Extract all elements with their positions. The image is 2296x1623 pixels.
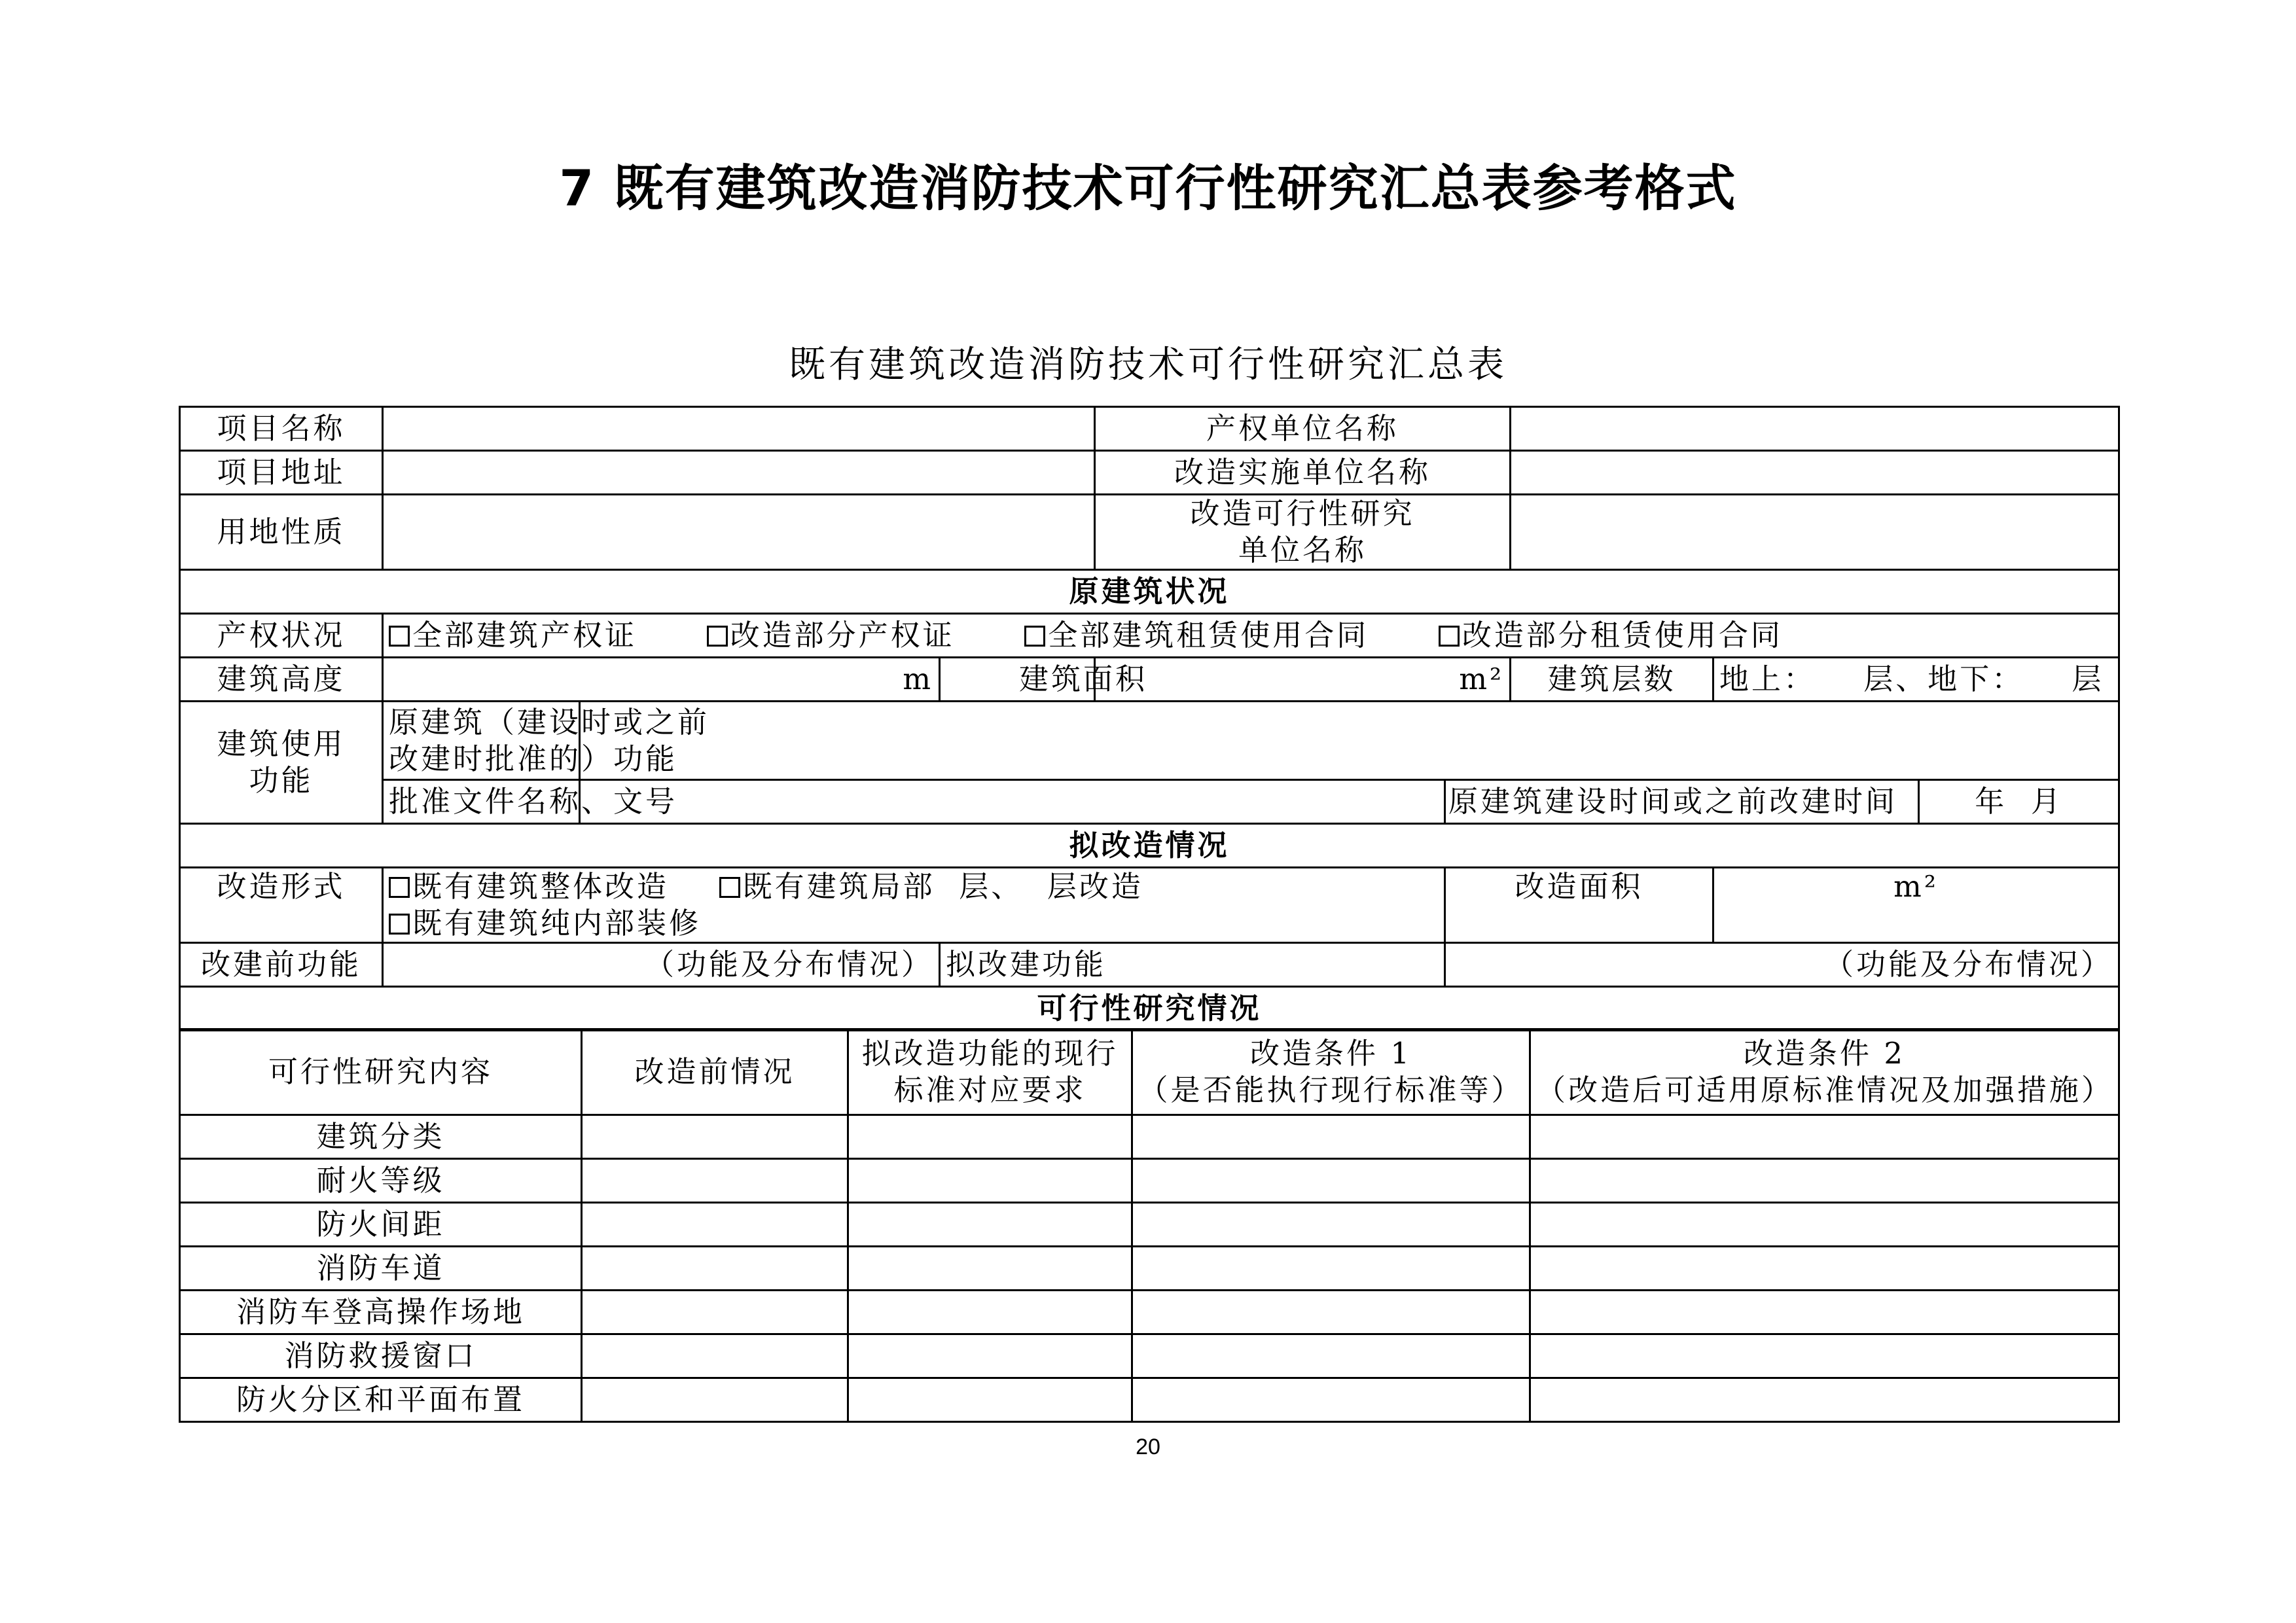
- table-cell[interactable]: [1132, 1203, 1530, 1247]
- col-header-standard: [848, 1029, 1132, 1115]
- approval-doc-label: 批准文件名称、文号: [383, 780, 580, 824]
- original-function-label: [383, 702, 710, 780]
- row-label: 耐火等级: [180, 1159, 582, 1203]
- height-unit: m: [903, 662, 933, 696]
- col-header-standard-line2: 标准对应要求: [893, 1073, 1086, 1107]
- table-cell[interactable]: [1132, 1159, 1530, 1203]
- table-cell[interactable]: [848, 1159, 1132, 1203]
- reno-area-field[interactable]: [1713, 868, 2119, 943]
- ownership-option-4[interactable]: [1439, 618, 1783, 652]
- checkbox-icon[interactable]: [389, 626, 410, 647]
- row-label: 防火分区和平面布置: [180, 1378, 582, 1422]
- checkbox-icon[interactable]: [1439, 626, 1460, 647]
- ownership-label: 产权状况: [180, 614, 383, 658]
- ownership-options: [383, 614, 2119, 658]
- row-label: 防火间距: [180, 1203, 582, 1247]
- page-number: 20: [1136, 1435, 1160, 1459]
- project-address-field[interactable]: [383, 451, 1095, 495]
- col-header-before-line1: 改造前情况: [634, 1054, 795, 1089]
- use-label: [180, 702, 383, 824]
- table-cell[interactable]: [1530, 1115, 2119, 1159]
- col-header-condition2-line1: 改造条件 2: [1744, 1036, 1905, 1071]
- form-option-1-label: 既有建筑整体改造: [412, 869, 670, 904]
- table-row: [180, 1115, 2119, 1159]
- section-feasibility-heading: 可行性研究情况: [180, 987, 2119, 1031]
- table-cell[interactable]: [848, 1115, 1132, 1159]
- table-row: [180, 1159, 2119, 1203]
- pre-function-field[interactable]: [383, 943, 940, 987]
- table-cell[interactable]: [1530, 1334, 2119, 1378]
- section-original-heading: 原建筑状况: [180, 570, 2119, 614]
- form-label: 改造形式: [180, 868, 383, 943]
- form-option-1[interactable]: [389, 869, 669, 904]
- ownership-option-3[interactable]: [1024, 618, 1369, 652]
- table-cell[interactable]: [848, 1203, 1132, 1247]
- reno-area-label: 改造面积: [1445, 868, 1713, 943]
- table-row: [180, 1334, 2119, 1378]
- table-cell[interactable]: [1132, 1378, 1530, 1422]
- area-unit: m²: [1459, 662, 1505, 696]
- ownership-option-2-label: 改造部分产权证: [730, 618, 955, 652]
- row-label: 消防救援窗口: [180, 1334, 582, 1378]
- original-function-label-line1: 原建筑（建设时或之前: [389, 704, 710, 740]
- use-label-line2: 功能: [249, 763, 314, 798]
- feasibility-unit-label-line2: 单位名称: [1238, 533, 1367, 567]
- page-title: 7 既有建筑改造消防技术可行性研究汇总表参考格式: [559, 159, 1737, 217]
- table-cell[interactable]: [1530, 1203, 2119, 1247]
- feasibility-unit-label-line1: 改造可行性研究: [1190, 496, 1415, 531]
- form-option-3[interactable]: [389, 906, 701, 940]
- pre-function-label: 改建前功能: [180, 943, 383, 987]
- area-field[interactable]: [1095, 658, 1511, 702]
- form-option-3-label: 既有建筑纯内部装修: [412, 906, 702, 940]
- reno-area-unit: m²: [1893, 869, 1939, 904]
- ownership-option-3-label: 全部建筑租赁使用合同: [1048, 618, 1369, 652]
- project-name-label: 项目名称: [180, 407, 383, 451]
- col-header-content-line1: 可行性研究内容: [268, 1054, 493, 1089]
- table-row: [180, 1378, 2119, 1422]
- checkbox-icon[interactable]: [389, 914, 410, 935]
- table-row: [180, 1291, 2119, 1334]
- table-cell[interactable]: [848, 1334, 1132, 1378]
- table-cell[interactable]: [1530, 1247, 2119, 1291]
- row-label: 消防车登高操作场地: [180, 1291, 582, 1334]
- table-cell[interactable]: [582, 1378, 848, 1422]
- pre-function-note: （功能及分布情况）: [644, 947, 933, 982]
- planned-function-label: 拟改建功能: [940, 943, 1445, 987]
- checkbox-icon[interactable]: [707, 626, 728, 647]
- project-name-field[interactable]: [383, 407, 1095, 451]
- land-nature-field[interactable]: [383, 495, 1095, 570]
- height-label: 建筑高度: [180, 658, 383, 702]
- table-cell[interactable]: [1132, 1334, 1530, 1378]
- ownership-option-1[interactable]: [389, 618, 637, 652]
- col-header-condition1: [1132, 1029, 1530, 1115]
- table-cell[interactable]: [1530, 1378, 2119, 1422]
- ownership-option-2[interactable]: [707, 618, 955, 652]
- project-address-label: 项目地址: [180, 451, 383, 495]
- col-header-condition1-line2: （是否能执行现行标准等）: [1138, 1073, 1524, 1107]
- land-nature-label: 用地性质: [180, 495, 383, 570]
- feasibility-table: [179, 1028, 2120, 1423]
- col-header-content: [180, 1029, 582, 1115]
- owner-unit-field[interactable]: [1511, 407, 2119, 451]
- table-row: [180, 1247, 2119, 1291]
- checkbox-icon[interactable]: [389, 877, 410, 898]
- owner-unit-label: 产权单位名称: [1095, 407, 1511, 451]
- build-time-field[interactable]: 年 月: [1919, 780, 2119, 824]
- planned-function-note: （功能及分布情况）: [1824, 947, 2113, 982]
- implement-unit-field[interactable]: [1511, 451, 2119, 495]
- build-time-label: 原建筑建设时间或之前改建时间: [1445, 780, 1919, 824]
- col-header-before: [582, 1029, 848, 1115]
- form-option-2[interactable]: [719, 869, 1143, 904]
- table-cell[interactable]: [582, 1334, 848, 1378]
- table-cell[interactable]: [1132, 1291, 1530, 1334]
- table-cell[interactable]: [582, 1115, 848, 1159]
- checkbox-icon[interactable]: [1024, 626, 1045, 647]
- table-cell[interactable]: [582, 1203, 848, 1247]
- col-header-condition1-line1: 改造条件 1: [1250, 1036, 1412, 1071]
- summary-table: [179, 406, 2120, 1031]
- table-cell[interactable]: [848, 1378, 1132, 1422]
- table-cell[interactable]: [848, 1247, 1132, 1291]
- implement-unit-label: 改造实施单位名称: [1095, 451, 1511, 495]
- feasibility-unit-field[interactable]: [1511, 495, 2119, 570]
- planned-function-field[interactable]: [1445, 943, 2119, 987]
- section-planned-heading: 拟改造情况: [180, 824, 2119, 868]
- col-header-condition2-line2: （改造后可适用原标准情况及加强措施）: [1536, 1073, 2114, 1107]
- ownership-option-4-label: 改造部分租赁使用合同: [1462, 618, 1783, 652]
- col-header-condition2: [1530, 1029, 2119, 1115]
- original-function-label-line2: 改建时批准的）功能: [389, 741, 678, 776]
- table-cell[interactable]: [582, 1247, 848, 1291]
- col-header-standard-line1: 拟改造功能的现行: [861, 1036, 1119, 1071]
- checkbox-icon[interactable]: [719, 877, 740, 898]
- area-label: 建筑面积: [940, 658, 1095, 702]
- floors-label: 建筑层数: [1511, 658, 1713, 702]
- approval-doc-field[interactable]: [580, 780, 1445, 824]
- table-row: [180, 1203, 2119, 1247]
- use-label-line1: 建筑使用: [217, 726, 346, 761]
- row-label: 建筑分类: [180, 1115, 582, 1159]
- height-field[interactable]: [383, 658, 940, 702]
- table-cell[interactable]: [1530, 1291, 2119, 1334]
- form-options: [383, 868, 1445, 943]
- table-cell[interactable]: [1132, 1115, 1530, 1159]
- floors-field[interactable]: 地上： 层、地下： 层: [1713, 658, 2119, 702]
- table-cell[interactable]: [848, 1291, 1132, 1334]
- form-option-2-label: 既有建筑局部 层、 层改造: [742, 869, 1143, 904]
- ownership-option-1-label: 全部建筑产权证: [412, 618, 637, 652]
- original-function-field[interactable]: [580, 702, 2119, 780]
- table-cell[interactable]: [1132, 1247, 1530, 1291]
- table-cell[interactable]: [582, 1291, 848, 1334]
- row-label: 消防车道: [180, 1247, 582, 1291]
- table-cell[interactable]: [1530, 1159, 2119, 1203]
- feasibility-unit-label: [1095, 495, 1511, 570]
- table-cell[interactable]: [582, 1159, 848, 1203]
- table-title: 既有建筑改造消防技术可行性研究汇总表: [789, 344, 1507, 386]
